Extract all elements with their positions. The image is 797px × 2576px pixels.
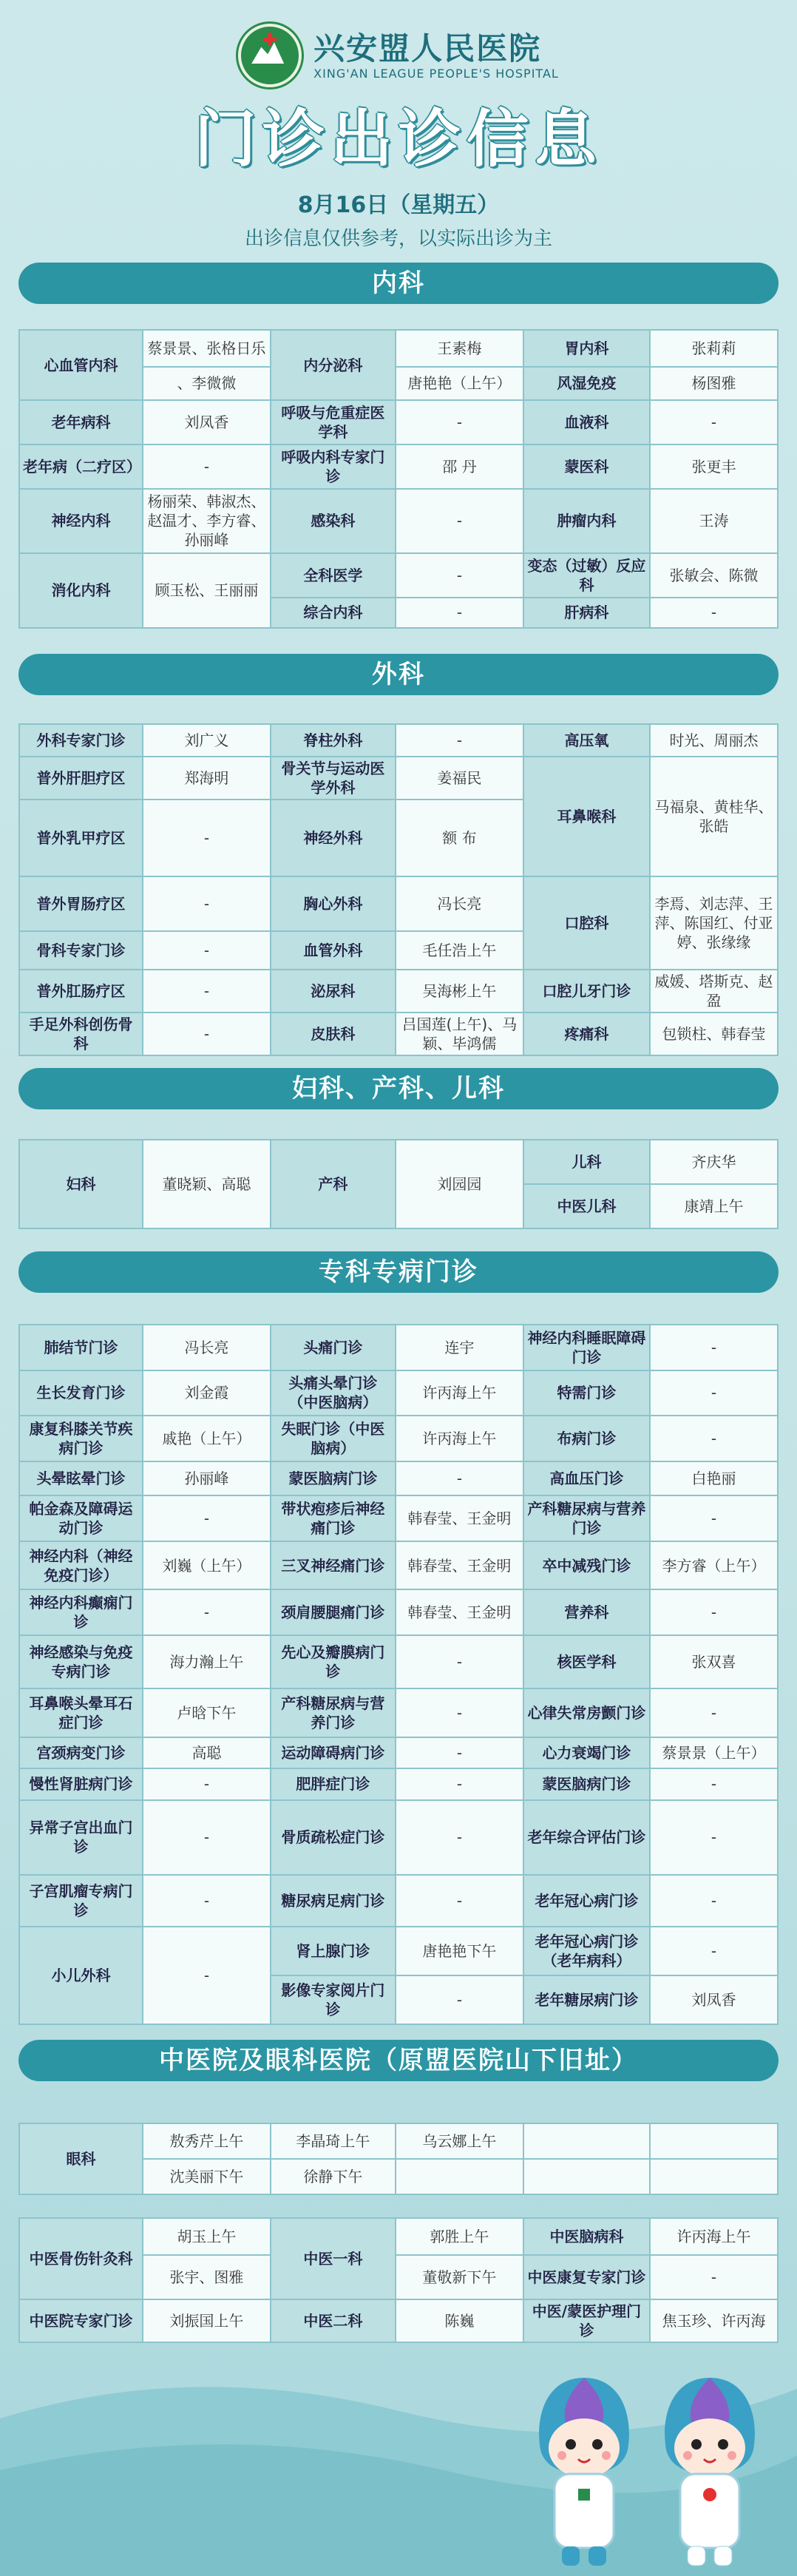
cell: 中医二科 bbox=[271, 2299, 396, 2342]
cell: 刘振国上午 bbox=[143, 2299, 271, 2342]
cell: 卢晗下午 bbox=[143, 1688, 271, 1737]
cell: - bbox=[143, 1768, 271, 1799]
cell: 心律失常房颤门诊 bbox=[523, 1688, 650, 1737]
cell: 泌尿科 bbox=[271, 970, 396, 1013]
cell: - bbox=[396, 724, 523, 757]
cell: 普外肝胆疗区 bbox=[19, 757, 143, 799]
cell: - bbox=[396, 489, 523, 553]
cell bbox=[523, 2159, 650, 2194]
cell: 海力瀚上午 bbox=[143, 1635, 271, 1688]
cell: 中医一科 bbox=[271, 2218, 396, 2299]
cell: 刘巍（上午） bbox=[143, 1541, 271, 1590]
cell: - bbox=[396, 1635, 523, 1688]
date: 8月16日（星期五） bbox=[297, 192, 500, 218]
cell: 小儿外科 bbox=[19, 1927, 143, 2024]
cell: 张莉莉 bbox=[650, 330, 778, 367]
cell: - bbox=[396, 1737, 523, 1768]
cell: 综合内科 bbox=[271, 598, 396, 628]
cell: 口腔科 bbox=[523, 876, 650, 970]
cell: 王素梅 bbox=[396, 330, 523, 367]
cell: 许丙海上午 bbox=[396, 1370, 523, 1416]
cell: 布病门诊 bbox=[523, 1416, 650, 1461]
hospital-logo-icon bbox=[238, 24, 302, 87]
cell: 感染科 bbox=[271, 489, 396, 553]
cell: 中医院专家门诊 bbox=[19, 2299, 143, 2342]
cell: 头痛门诊 bbox=[271, 1325, 396, 1370]
cell: 变态（过敏）反应科 bbox=[523, 553, 650, 598]
cell: 头痛头晕门诊（中医脑病） bbox=[271, 1370, 396, 1416]
cell: 张更丰 bbox=[650, 444, 778, 489]
cell: - bbox=[143, 1800, 271, 1876]
cell: 心血管内科 bbox=[19, 330, 143, 400]
cell: 吕国莲(上午)、马颖、毕鸿儒 bbox=[396, 1013, 523, 1055]
cell: - bbox=[650, 1875, 778, 1927]
cell: 时光、周丽杰 bbox=[650, 724, 778, 757]
notice: 出诊信息仅供参考，以实际出诊为主 bbox=[244, 228, 552, 250]
cell: 王涛 bbox=[650, 489, 778, 553]
cell: 李焉、刘志萍、王萍、陈国红、付亚婷、张缘缘 bbox=[650, 876, 778, 970]
cell: 韩春莹、王金明 bbox=[396, 1541, 523, 1590]
cell: 神经感染与免疫专病门诊 bbox=[19, 1635, 143, 1688]
cell: 蔡景景、张格日乐 bbox=[143, 330, 271, 367]
cell: 普外乳甲疗区 bbox=[19, 799, 143, 876]
cell: 杨丽荣、韩淑杰、赵温才、李方睿、孙丽峰 bbox=[143, 489, 271, 553]
cell: 中医儿科 bbox=[523, 1184, 650, 1228]
cell: 张宇、图雅 bbox=[143, 2255, 271, 2299]
cell: 影像专家阅片门诊 bbox=[271, 1975, 396, 2024]
cell: 三叉神经痛门诊 bbox=[271, 1541, 396, 1590]
cell: 陈巍 bbox=[396, 2299, 523, 2342]
cell: 老年综合评估门诊 bbox=[523, 1800, 650, 1876]
section-fuer bbox=[18, 1068, 779, 1109]
cell: - bbox=[143, 1495, 271, 1541]
cell: 特需门诊 bbox=[523, 1370, 650, 1416]
cell: - bbox=[143, 1013, 271, 1055]
cell: 内分泌科 bbox=[271, 330, 396, 400]
cell: 中医/蒙医护理门诊 bbox=[523, 2299, 650, 2342]
table-yanke bbox=[18, 2123, 779, 2194]
cell: 唐艳艳（上午） bbox=[396, 367, 523, 400]
cell bbox=[523, 2123, 650, 2159]
cell: 李方睿（上午） bbox=[650, 1541, 778, 1590]
cell: - bbox=[650, 1370, 778, 1416]
brand bbox=[0, 22, 797, 89]
cell: 肺结节门诊 bbox=[19, 1325, 143, 1370]
cell bbox=[396, 2159, 523, 2194]
cell: - bbox=[143, 876, 271, 931]
cell: 产科糖尿病与营养门诊 bbox=[523, 1495, 650, 1541]
cell: 刘园园 bbox=[396, 1140, 523, 1228]
cell bbox=[650, 2159, 778, 2194]
cell: - bbox=[650, 1688, 778, 1737]
cell: - bbox=[650, 1800, 778, 1876]
table-zhongyi bbox=[18, 2217, 779, 2339]
mascot-nurse-icon bbox=[658, 2370, 762, 2570]
cell: 肿瘤内科 bbox=[523, 489, 650, 553]
cell: 口腔儿牙门诊 bbox=[523, 970, 650, 1013]
cell: 生长发育门诊 bbox=[19, 1370, 143, 1416]
cell: 韩春莹、王金明 bbox=[396, 1495, 523, 1541]
cell: 糖尿病足病门诊 bbox=[271, 1875, 396, 1927]
cell: 普外胃肠疗区 bbox=[19, 876, 143, 931]
cell: 血液科 bbox=[523, 400, 650, 444]
cell: 老年冠心病门诊 bbox=[523, 1875, 650, 1927]
cell: - bbox=[143, 970, 271, 1013]
cell: 吴海彬上午 bbox=[396, 970, 523, 1013]
cell: - bbox=[396, 1461, 523, 1496]
cell: 白艳丽 bbox=[650, 1461, 778, 1496]
cell: 宫颈病变门诊 bbox=[19, 1737, 143, 1768]
cell: 骨关节与运动医学外科 bbox=[271, 757, 396, 799]
cell: 顾玉松、王丽丽 bbox=[143, 553, 271, 628]
table-zhuanke bbox=[18, 1324, 779, 2025]
cell: - bbox=[396, 1768, 523, 1799]
section-zhongyi bbox=[18, 2040, 779, 2081]
cell: 马福泉、黄桂华、张皓 bbox=[650, 757, 778, 876]
cell: - bbox=[396, 400, 523, 444]
section-title: 中医院及眼科医院（原盟医院山下旧址） bbox=[18, 2040, 779, 2081]
cell: - bbox=[143, 1875, 271, 1927]
cell: 疼痛科 bbox=[523, 1013, 650, 1055]
cell: 康复科膝关节疾病门诊 bbox=[19, 1416, 143, 1461]
cell: - bbox=[396, 1800, 523, 1876]
cell: - bbox=[650, 598, 778, 628]
cell: 乌云娜上午 bbox=[396, 2123, 523, 2159]
cell: 神经外科 bbox=[271, 799, 396, 876]
cell: 李晶琦上午 bbox=[271, 2123, 396, 2159]
cell: 徐静下午 bbox=[271, 2159, 396, 2194]
section-zhuanke bbox=[18, 1251, 779, 1293]
cell: - bbox=[650, 2255, 778, 2299]
cell: - bbox=[650, 1768, 778, 1799]
cell: 刘金霞 bbox=[143, 1370, 271, 1416]
cell: 肾上腺门诊 bbox=[271, 1927, 396, 1975]
cell: 郭胜上午 bbox=[396, 2218, 523, 2255]
cell: 蔡景景（上午） bbox=[650, 1737, 778, 1768]
cell: 营养科 bbox=[523, 1589, 650, 1635]
cell: 卒中减残门诊 bbox=[523, 1541, 650, 1590]
table-fuer bbox=[18, 1139, 779, 1228]
cell: 神经内科癫痫门诊 bbox=[19, 1589, 143, 1635]
header bbox=[0, 0, 797, 251]
cell: 中医骨伤针灸科 bbox=[19, 2218, 143, 2299]
cell: 唐艳艳下午 bbox=[396, 1927, 523, 1975]
cell: - bbox=[396, 1875, 523, 1927]
cell: 杨图雅 bbox=[650, 367, 778, 400]
cell: 张敏会、陈微 bbox=[650, 553, 778, 598]
cell: 手足外科创伤骨科 bbox=[19, 1013, 143, 1055]
cell: - bbox=[143, 1927, 271, 2024]
cell: 毛任浩上午 bbox=[396, 931, 523, 970]
cell: 董晓颖、高聪 bbox=[143, 1140, 271, 1228]
section-title: 专科专病门诊 bbox=[18, 1251, 779, 1293]
section-neike bbox=[18, 263, 779, 304]
cell: 产科 bbox=[271, 1140, 396, 1228]
cell: 胃内科 bbox=[523, 330, 650, 367]
cell: 骨质疏松症门诊 bbox=[271, 1800, 396, 1876]
cell: 普外肛肠疗区 bbox=[19, 970, 143, 1013]
cell: 全科医学 bbox=[271, 553, 396, 598]
cell: 刘广义 bbox=[143, 724, 271, 757]
cell: 产科糖尿病与营养门诊 bbox=[271, 1688, 396, 1737]
cell: 血管外科 bbox=[271, 931, 396, 970]
cell: 帕金森及障碍运动门诊 bbox=[19, 1495, 143, 1541]
cell: 眼科 bbox=[19, 2123, 143, 2194]
cell: 孙丽峰 bbox=[143, 1461, 271, 1496]
cell: 异常子宫出血门诊 bbox=[19, 1800, 143, 1876]
cell: 齐庆华 bbox=[650, 1140, 778, 1184]
cell: 高血压门诊 bbox=[523, 1461, 650, 1496]
cell: 消化内科 bbox=[19, 553, 143, 628]
section-title: 外科 bbox=[18, 654, 779, 695]
cell: 董敬新下午 bbox=[396, 2255, 523, 2299]
table-neike bbox=[18, 329, 779, 629]
cell: - bbox=[650, 1495, 778, 1541]
cell: 康靖上午 bbox=[650, 1184, 778, 1228]
cell: 呼吸与危重症医学科 bbox=[271, 400, 396, 444]
cell: - bbox=[650, 1416, 778, 1461]
cell: 中医康复专家门诊 bbox=[523, 2255, 650, 2299]
cell: 风湿免疫 bbox=[523, 367, 650, 400]
cell: 肝病科 bbox=[523, 598, 650, 628]
cell: 包锁柱、韩春莹 bbox=[650, 1013, 778, 1055]
cell: 姜福民 bbox=[396, 757, 523, 799]
cell: 许丙海上午 bbox=[650, 2218, 778, 2255]
cell: 妇科 bbox=[19, 1140, 143, 1228]
cell: - bbox=[650, 400, 778, 444]
cell: 连宇 bbox=[396, 1325, 523, 1370]
cell: 邵 丹 bbox=[396, 444, 523, 489]
cell: 心力衰竭门诊 bbox=[523, 1737, 650, 1768]
cell: - bbox=[650, 1589, 778, 1635]
cell: 耳鼻喉科 bbox=[523, 757, 650, 876]
cell: 高压氧 bbox=[523, 724, 650, 757]
cell: 张双喜 bbox=[650, 1635, 778, 1688]
cell: 敖秀芹上午 bbox=[143, 2123, 271, 2159]
cell: 呼吸内科专家门诊 bbox=[271, 444, 396, 489]
cell: 胸心外科 bbox=[271, 876, 396, 931]
cell: 老年病（二疗区） bbox=[19, 444, 143, 489]
cell: - bbox=[143, 444, 271, 489]
section-title: 内科 bbox=[18, 263, 779, 304]
cell: 冯长亮 bbox=[396, 876, 523, 931]
cell: 沈美丽下午 bbox=[143, 2159, 271, 2194]
cell: - bbox=[143, 1589, 271, 1635]
page-title: 门诊出诊信息 bbox=[194, 103, 603, 175]
cell: - bbox=[650, 1927, 778, 1975]
cell: - bbox=[396, 553, 523, 598]
cell: 、李微微 bbox=[143, 367, 271, 400]
cell: 高聪 bbox=[143, 1737, 271, 1768]
cell: 额 布 bbox=[396, 799, 523, 876]
hospital-name: 兴安盟人民医院 bbox=[313, 30, 542, 67]
table-waike bbox=[18, 723, 779, 1052]
cell: - bbox=[143, 799, 271, 876]
section-title: 妇科、产科、儿科 bbox=[18, 1068, 779, 1109]
cell: 外科专家门诊 bbox=[19, 724, 143, 757]
cell: 核医学科 bbox=[523, 1635, 650, 1688]
cell: 老年病科 bbox=[19, 400, 143, 444]
cell: 许丙海上午 bbox=[396, 1416, 523, 1461]
cell: 骨科专家门诊 bbox=[19, 931, 143, 970]
cell: 焦玉珍、许丙海 bbox=[650, 2299, 778, 2342]
cell: 韩春莹、王金明 bbox=[396, 1589, 523, 1635]
cell: - bbox=[396, 1975, 523, 2024]
cell: 慢性肾脏病门诊 bbox=[19, 1768, 143, 1799]
cell: 儿科 bbox=[523, 1140, 650, 1184]
cell: 中医脑病科 bbox=[523, 2218, 650, 2255]
cell bbox=[650, 2123, 778, 2159]
cell: 蒙医脑病门诊 bbox=[523, 1768, 650, 1799]
cell: - bbox=[396, 598, 523, 628]
cell: 失眠门诊（中医脑病） bbox=[271, 1416, 396, 1461]
cell: - bbox=[650, 1325, 778, 1370]
cell: 刘凤香 bbox=[143, 400, 271, 444]
cell: - bbox=[143, 931, 271, 970]
cell: 头晕眩晕门诊 bbox=[19, 1461, 143, 1496]
cell: 蒙医科 bbox=[523, 444, 650, 489]
cell: 带状疱疹后神经痛门诊 bbox=[271, 1495, 396, 1541]
cell: 神经内科 bbox=[19, 489, 143, 553]
cell: 冯长亮 bbox=[143, 1325, 271, 1370]
cell: 神经内科（神经免疫门诊） bbox=[19, 1541, 143, 1590]
cell: 脊柱外科 bbox=[271, 724, 396, 757]
cell: 郑海明 bbox=[143, 757, 271, 799]
cell: 老年冠心病门诊（老年病科） bbox=[523, 1927, 650, 1975]
cell: 耳鼻喉头晕耳石症门诊 bbox=[19, 1688, 143, 1737]
cell: 肥胖症门诊 bbox=[271, 1768, 396, 1799]
cell: 先心及瓣膜病门诊 bbox=[271, 1635, 396, 1688]
cell: 皮肤科 bbox=[271, 1013, 396, 1055]
hospital-name-en: XING'AN LEAGUE PEOPLE'S HOSPITAL bbox=[313, 66, 559, 81]
cell: 神经内科睡眠障碍门诊 bbox=[523, 1325, 650, 1370]
cell: 颈肩腰腿痛门诊 bbox=[271, 1589, 396, 1635]
cell: 威媛、塔斯克、赵盈 bbox=[650, 970, 778, 1013]
cell: 戚艳（上午） bbox=[143, 1416, 271, 1461]
cell: 老年糖尿病门诊 bbox=[523, 1975, 650, 2024]
cell: 胡玉上午 bbox=[143, 2218, 271, 2255]
cell: - bbox=[396, 1688, 523, 1737]
cell: 蒙医脑病门诊 bbox=[271, 1461, 396, 1496]
cell: 子宫肌瘤专病门诊 bbox=[19, 1875, 143, 1927]
mascot-doctor-icon bbox=[532, 2370, 636, 2570]
section-waike bbox=[18, 654, 779, 695]
cell: 运动障碍病门诊 bbox=[271, 1737, 396, 1768]
cell: 刘凤香 bbox=[650, 1975, 778, 2024]
